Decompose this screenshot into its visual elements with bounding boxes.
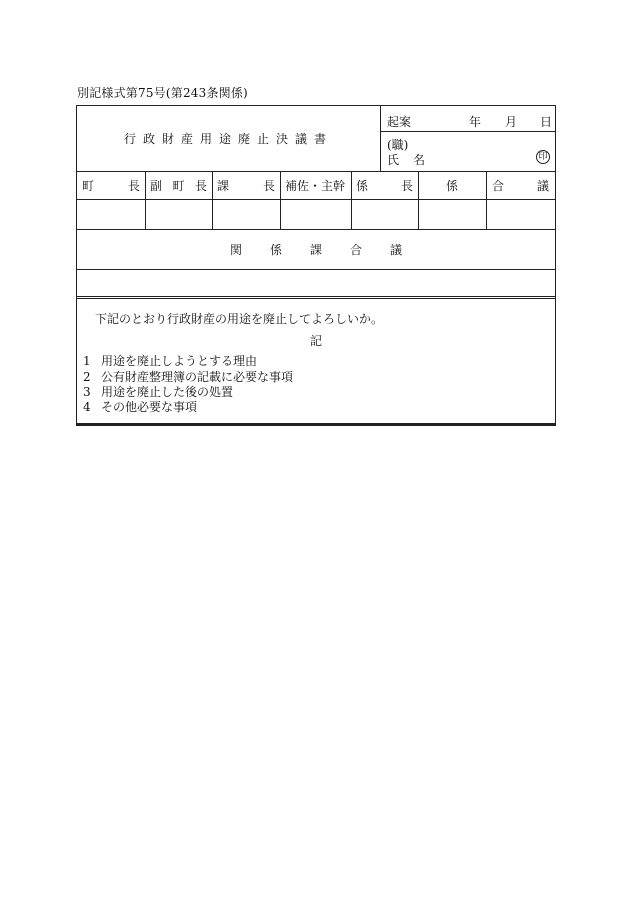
date-divider [380, 131, 555, 132]
approval-header-deputy-mayor: 副 町 長 [150, 178, 207, 193]
list-item: 4 その他必要な事項 [83, 400, 198, 414]
col-divider-2 [212, 171, 213, 229]
month-label: 月 [505, 115, 518, 129]
approval-header-section-chief: 課 長 [217, 178, 275, 193]
seal-icon: 印 [536, 150, 550, 164]
col-divider-3 [280, 171, 281, 229]
col-divider-1 [145, 171, 146, 229]
title-divider [380, 106, 381, 171]
col-divider-4 [351, 171, 352, 229]
col-divider-6 [486, 171, 487, 229]
list-item: 3 用途を廃止した後の処置 [83, 385, 234, 399]
approval-header-staff: 係 [445, 178, 458, 193]
header-bottom-line [77, 199, 555, 200]
approval-header-consultation: 合 議 [492, 178, 549, 193]
kian-label: 起案 [387, 115, 412, 129]
approval-header-assistant: 補佐・主幹 [285, 178, 346, 193]
year-label: 年 [469, 115, 482, 129]
list-item: 1 用途を廃止しようとする理由 [83, 354, 258, 368]
kankei-label: 関係課合議 [229, 242, 430, 257]
kankei-stamp-bottom-line-2 [77, 298, 555, 299]
kankei-stamp-bottom-line [77, 296, 555, 297]
day-label: 日 [540, 115, 553, 129]
form-title: 行政財産用途廃止決議書 [123, 132, 333, 146]
ki-label: 記 [309, 334, 322, 348]
kankei-bottom-line [77, 269, 555, 270]
shoku-label: (職) [387, 138, 409, 152]
approval-header-mayor: 町 長 [82, 178, 140, 193]
body-text: 下記のとおり行政財産の用途を廃止してよろしいか。 [95, 312, 384, 326]
list-item: 2 公有財産整理簿の記載に必要な事項 [83, 370, 294, 384]
shimei-label: 氏名 [387, 153, 440, 167]
col-divider-5 [418, 171, 419, 229]
approval-header-unit-chief: 係 長 [356, 178, 413, 193]
decision-form [76, 105, 556, 424]
form-caption: 別記様式第75号(第243条関係) [77, 86, 248, 100]
